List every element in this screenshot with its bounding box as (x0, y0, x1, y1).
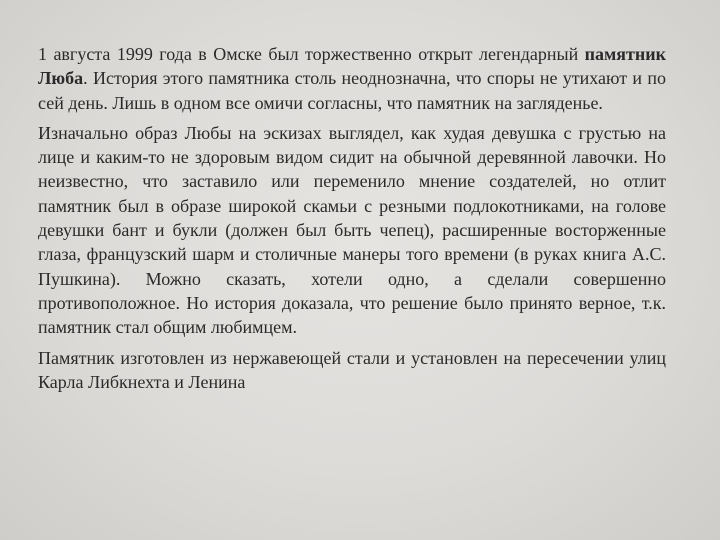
paragraph-3: Памятник изготовлен из нержавеющей стали и установлен на пересечении улиц Карла Либкнехта и Ленина (38, 347, 666, 392)
slide-body (38, 42, 666, 400)
paragraph-2: Изначально образ Любы на эскизах выглядел, как худая девушка с грустью на лице и каким-то не здоровым видом сидит на обычной деревянной лавочки. Но неизвестно, что заставило или переменило мнение создателей, но отлит памятник был в образе широкой скамьи с резными подлокотниками, на голове девушки бант и букли (должен был быть чепец), расширенные восторженные глаза, французский шарм и столичные манеры того времени (в руках книга А.С. Пушкина). Можно сказать, хотели одно, а сделали совершенно противоположное. Но история доказала, что решение было принято верное, т.к. памятник стал общим любимцем. (38, 122, 666, 338)
monument-name: памятник Люба (38, 44, 666, 89)
paragraph-1-start: 1 августа 1999 года в Омске был торжественно открыт легендарный (38, 44, 585, 64)
bullet-icon (14, 52, 23, 61)
paragraph-1-end: . История этого памятника столь неоднозначна, что споры не утихают и по сей день. Лишь в одном все омичи согласны, что памятник на загляденье. (38, 68, 666, 113)
paragraph-1 (38, 42, 666, 115)
